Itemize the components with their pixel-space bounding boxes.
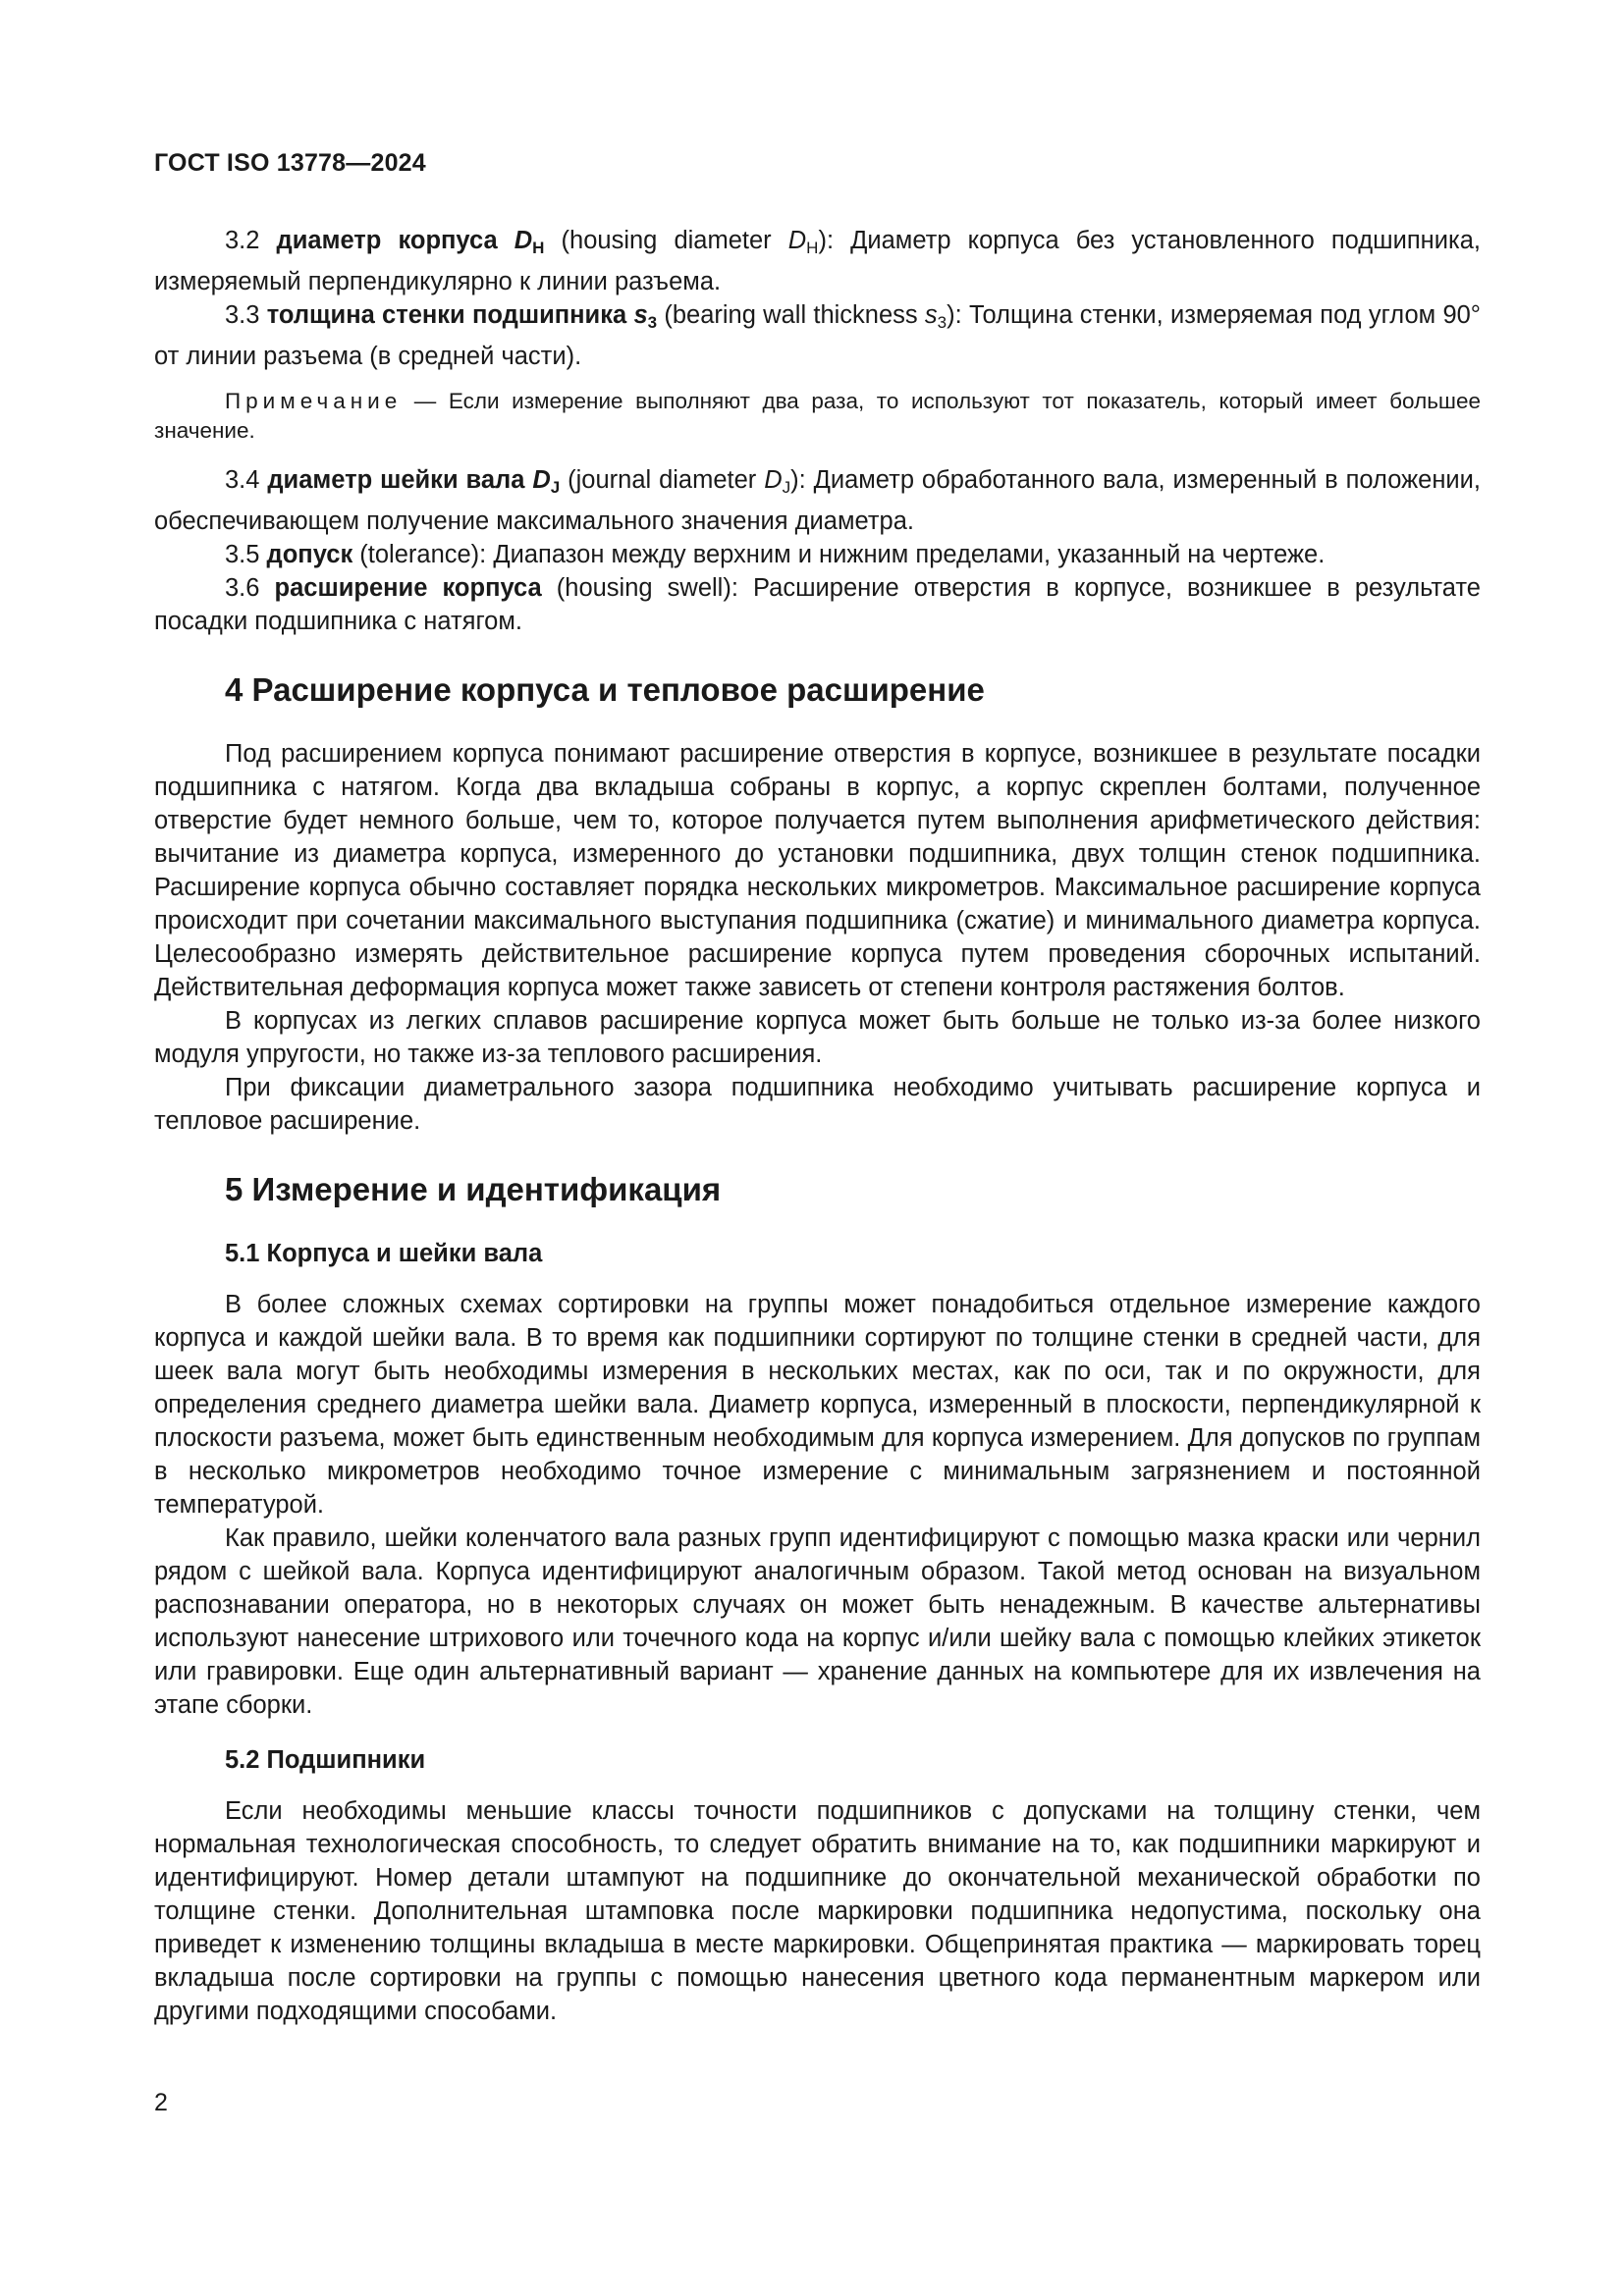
section-4-heading: 4 Расширение корпуса и тепловое расширение <box>225 671 985 708</box>
term-symbol: s <box>633 301 648 329</box>
subsection-5-1-heading: 5.1 Корпуса и шейки вала <box>225 1240 543 1267</box>
term-name: диаметр шейки вала <box>267 466 525 494</box>
term-definition: (tolerance): Диапазон между верхним и нижним пределами, указанный на чертеже. <box>352 541 1326 568</box>
document-body <box>154 224 1481 2028</box>
term-symbol: D <box>532 466 551 494</box>
term-3-2 <box>154 224 1481 298</box>
term-english-symbol: s <box>924 301 938 329</box>
term-english-subscript: J <box>782 478 791 497</box>
subsection-5-2-heading: 5.2 Подшипники <box>225 1746 426 1774</box>
term-english: (housing diameter <box>544 227 788 254</box>
term-definition: ): Диаметр корпуса без установленного подшипника, измеряемый перпендикулярно к линии разъема. <box>154 227 1481 295</box>
note-text: — Если измерение выполняют два раза, то используют тот показатель, который имеет большее значение. <box>154 389 1481 443</box>
term-english-subscript: H <box>806 239 819 257</box>
term-english: (bearing wall thickness <box>657 301 925 329</box>
paragraph: В более сложных схемах сортировки на группы может понадобиться отдельное измерение каждого корпуса и каждой шейки вала. В то время как подшипники сортируют по толщине стенки в средней части, для шеек вала могут быть необходимы измерения в нескольких местах, как по оси, так и по окружности, для определения среднего диаметра шейки вала. Диаметр корпуса, измеренный в плоскости, перпендикулярной к плоскости разъема, может быть единственным необходимым для корпуса измерением. Для допусков по группам в несколько микрометров необходимо точное измерение с минимальным загрязнением и постоянной температурой. <box>154 1291 1481 1519</box>
term-symbol-subscript: 3 <box>647 313 658 332</box>
term-english-symbol: D <box>787 227 807 254</box>
note-paragraph <box>154 387 1481 446</box>
term-symbol-subscript: H <box>532 239 545 257</box>
term-definition: (housing swell): Расширение отверстия в корпусе, возникшее в результате посадки подшипника с натягом. <box>154 574 1481 635</box>
paragraph: Под расширением корпуса понимают расширение отверстия в корпусе, возникшее в результате посадки подшипника с натягом. Когда два вкладыша собраны в корпус, а корпус скреплен болтами, полученное отверстие будет немного больше, чем то, которое получается путем выполнения арифметического действия: вычитание из диаметра корпуса, измеренного до установки подшипника, двух толщин стенок подшипника. Расширение корпуса обычно составляет порядка нескольких микрометров. Максимальное расширение корпуса происходит при сочетании максимального выступания подшипника (сжатие) и минимального диаметра корпуса. Целесообразно измерять действительное расширение корпуса путем проведения сборочных испытаний. Действительная деформация корпуса может также зависеть от степени контроля растяжения болтов. <box>154 740 1481 1001</box>
term-name: расширение корпуса <box>274 574 542 602</box>
term-3-4 <box>154 463 1481 538</box>
paragraph: При фиксации диаметрального зазора подшипника необходимо учитывать расширение корпуса и тепловое расширение. <box>154 1074 1481 1135</box>
term-number: 3.6 <box>225 574 260 602</box>
term-name: допуск <box>266 541 353 568</box>
term-name: толщина стенки подшипника <box>266 301 627 329</box>
term-number: 3.5 <box>225 541 260 568</box>
term-name: диаметр корпуса <box>276 227 498 254</box>
term-3-3 <box>154 298 1481 373</box>
term-english-subscript: 3 <box>937 313 947 332</box>
paragraph: В корпусах из легких сплавов расширение корпуса может быть больше не только из-за более низкого модуля упругости, но также из-за теплового расширения. <box>154 1007 1481 1068</box>
term-symbol-subscript: J <box>550 478 561 497</box>
term-3-5 <box>154 538 1481 571</box>
note-label: Примечание <box>225 389 403 413</box>
term-definition: ): Толщина стенки, измеряемая под углом 90° от линии разъема (в средней части). <box>154 301 1482 370</box>
term-number: 3.3 <box>225 301 260 329</box>
paragraph: Если необходимы меньшие классы точности подшипников с допусками на толщину стенки, чем нормальная технологическая способность, то следует обратить внимание на то, как подшипники маркируют и идентифицируют. Номер детали штампуют на подшипнике до окончательной механической обработки по толщине стенки. Дополнительная штамповка после маркировки подшипника недопустима, поскольку она приведет к изменению толщины вкладыша в месте маркировки. Общепринятая практика — маркировать торец вкладыша после сортировки на группы с помощью нанесения цветного кода перманентным маркером или другими подходящими способами. <box>154 1797 1481 2025</box>
term-number: 3.4 <box>225 466 260 494</box>
term-english: (journal diameter <box>560 466 765 494</box>
term-3-6 <box>154 571 1481 638</box>
section-5-heading: 5 Измерение и идентификация <box>225 1171 722 1207</box>
page-number: 2 <box>154 2089 168 2116</box>
term-english-symbol: D <box>764 466 783 494</box>
document-code-header: ГОСТ ISO 13778—2024 <box>154 149 426 177</box>
term-number: 3.2 <box>225 227 260 254</box>
term-symbol: D <box>514 227 533 254</box>
term-definition: ): Диаметр обработанного вала, измеренный в положении, обеспечивающем получение максимального значения диаметра. <box>154 466 1481 535</box>
paragraph: Как правило, шейки коленчатого вала разных групп идентифицируют с помощью мазка краски или чернил рядом с шейкой вала. Корпуса идентифицируют аналогичным образом. Такой метод основан на визуальном распознавании оператора, но в некоторых случаях он может быть ненадежным. В качестве альтернативы используют нанесение штрихового или точечного кода на корпус и/или шейку вала с помощью клейких этикеток или гравировки. Еще один альтернативный вариант — хранение данных на компьютере для их извлечения на этапе сборки. <box>154 1524 1481 1719</box>
